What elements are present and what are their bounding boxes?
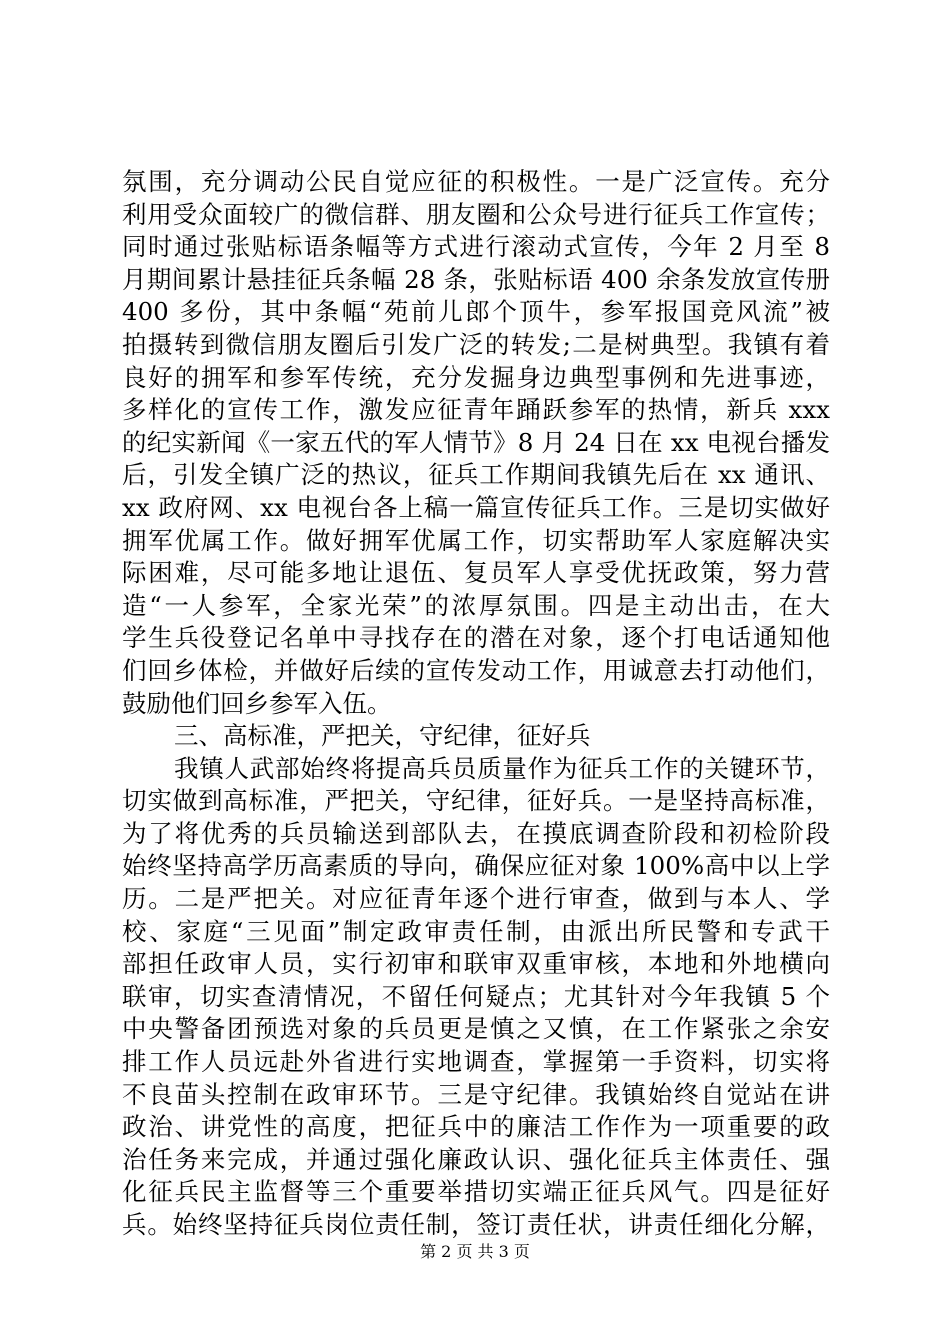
text-line: 造“一人参军，全家光荣”的浓厚氛围。四是主动出击，在大	[122, 590, 830, 620]
text-line: 排工作人员远赴外省进行实地调查，掌握第一手资料，切实将	[122, 1047, 830, 1077]
text-line: 同时通过张贴标语条幅等方式进行滚动式宣传，今年 2 月至 8	[122, 232, 830, 262]
text-line: 后，引发全镇广泛的热议，征兵工作期间我镇先后在 xx 通讯、	[122, 460, 830, 490]
text-line: xx 政府网、xx 电视台各上稿一篇宣传征兵工作。三是切实做好	[122, 492, 830, 522]
text-line: 际困难，尽可能多地让退伍、复员军人享受优抚政策，努力营	[122, 558, 830, 588]
text-line: 联审，切实查清情况，不留任何疑点；尤其针对今年我镇 5 个	[122, 981, 830, 1011]
text-line: 学生兵役登记名单中寻找存在的潜在对象，逐个打电话通知他	[122, 623, 830, 653]
text-line: 治任务来完成，并通过强化廉政认识、强化征兵主体责任、强	[122, 1144, 830, 1174]
paragraph-2	[122, 753, 830, 1242]
text-line: 们回乡体检，并做好后续的宣传发动工作，用诚意去打动他们，	[122, 655, 830, 685]
text-line: 月期间累计悬挂征兵条幅 28 条，张贴标语 400 余条发放宣传册	[122, 264, 830, 294]
text-line: 切实做到高标准，严把关，守纪律，征好兵。一是坚持高标准，	[122, 786, 830, 816]
text-line: 部担任政审人员，实行初审和联审双重审核，本地和外地横向	[122, 949, 830, 979]
text-line: 兵。始终坚持征兵岗位责任制，签订责任状，讲责任细化分解，	[122, 1210, 830, 1239]
text-line: 校、家庭“三见面”制定政审责任制，由派出所民警和专武干	[122, 916, 830, 946]
text-line: 历。二是严把关。对应征青年逐个进行审查，做到与本人、学	[122, 884, 830, 914]
text-line: 多样化的宣传工作，激发应征青年踊跃参军的热情，新兵 xxx	[122, 395, 830, 425]
text-line: 拍摄转到微信朋友圈后引发广泛的转发;二是树典型。我镇有着	[122, 329, 830, 359]
document-body	[122, 166, 830, 1242]
page-footer: 第 2 页 共 3 页	[420, 1242, 530, 1261]
text-line: 政治、讲党性的高度，把征兵中的廉洁工作作为一项重要的政	[122, 1112, 830, 1142]
text-line: 不良苗头控制在政审环节。三是守纪律。我镇始终自觉站在讲	[122, 1079, 830, 1109]
text-line: 良好的拥军和参军传统，充分发掘身边典型事例和先进事迹，	[122, 362, 830, 392]
text-line: 的纪实新闻《一家五代的军人情节》8 月 24 日在 xx 电视台播发	[122, 427, 830, 457]
text-line: 利用受众面较广的微信群、朋友圈和公众号进行征兵工作宣传；	[122, 199, 830, 229]
text-line: 为了将优秀的兵员输送到部队去，在摸底调查阶段和初检阶段	[122, 818, 830, 848]
text-line: 400 多份，其中条幅“苑前儿郎个顶牛，参军报国竞风流”被	[122, 297, 830, 327]
text-line: 始终坚持高学历高素质的导向，确保应征对象 100%高中以上学	[122, 851, 830, 881]
text-line: 鼓励他们回乡参军入伍。	[122, 688, 392, 718]
section-heading: 三、高标准，严把关，守纪律，征好兵	[174, 721, 591, 751]
text-line: 拥军优属工作。做好拥军优属工作，切实帮助军人家庭解决实	[122, 525, 830, 555]
text-line: 氛围，充分调动公民自觉应征的积极性。一是广泛宣传。充分	[122, 167, 830, 196]
paragraph-1	[122, 166, 830, 720]
text-line: 我镇人武部始终将提高兵员质量作为征兵工作的关键环节，	[174, 753, 830, 783]
text-line: 中央警备团预选对象的兵员更是慎之又慎，在工作紧张之余安	[122, 1014, 830, 1044]
text-line: 化征兵民主监督等三个重要举措切实端正征兵风气。四是征好	[122, 1177, 830, 1207]
